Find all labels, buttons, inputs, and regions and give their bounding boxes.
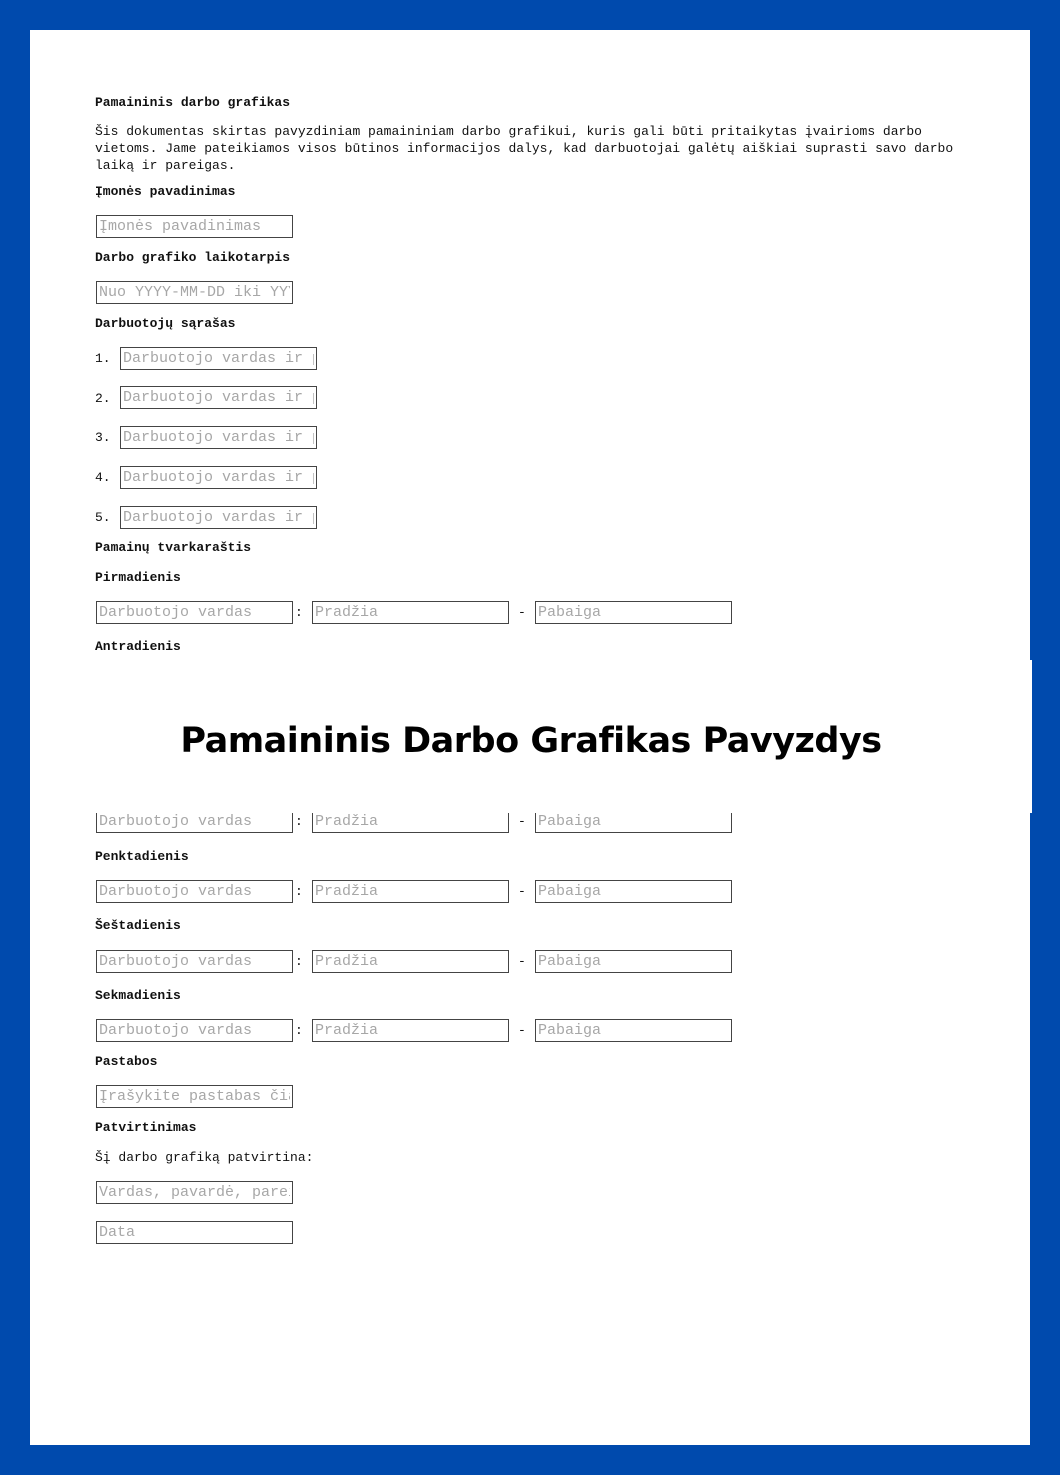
shift-employee-input[interactable] <box>96 1019 293 1042</box>
intro-paragraph: Šis dokumentas skirtas pavyzdiniam pamaininiam darbo grafikui, kuris gali būti pritaikytas įvairioms darbo vietoms. Jame pateikiamos visos būtinos informacijos dalys, kad darbuotojai galėtų aiškiai suprasti savo darbo laiką ir pareigas. <box>95 124 954 173</box>
shift-end-input[interactable] <box>535 950 732 973</box>
employee-number: 3. <box>95 430 111 445</box>
dash-separator: - <box>518 954 526 969</box>
day-label-tuesday: Antradienis <box>95 639 181 654</box>
banner-title: Pamaininis Darbo Grafikas Pavyzdys <box>180 721 882 761</box>
shift-start-input[interactable] <box>312 950 509 973</box>
employee-name-input[interactable] <box>120 426 317 449</box>
shift-end-input[interactable] <box>535 880 732 903</box>
approval-date-input[interactable] <box>96 1221 293 1244</box>
employees-label: Darbuotojų sąrašas <box>95 316 236 331</box>
approval-label: Patvirtinimas <box>95 1120 197 1135</box>
day-label-friday: Penktadienis <box>95 849 189 864</box>
employee-number: 1. <box>95 351 111 366</box>
dash-separator: - <box>518 814 526 829</box>
company-name-input[interactable] <box>96 215 293 238</box>
employee-name-input[interactable] <box>120 506 317 529</box>
shift-start-input[interactable] <box>312 601 509 624</box>
day-label-saturday: Šeštadienis <box>95 918 181 933</box>
schedule-label: Pamainų tvarkaraštis <box>95 540 252 555</box>
colon-separator: : <box>295 954 303 969</box>
document-title: Pamaininis darbo grafikas <box>95 95 291 110</box>
document-page <box>30 30 1030 1445</box>
day-label-monday: Pirmadienis <box>95 570 181 585</box>
shift-employee-input[interactable] <box>96 601 293 624</box>
shift-end-input[interactable] <box>535 601 732 624</box>
dash-separator: - <box>518 884 526 899</box>
shift-end-input[interactable] <box>535 1019 732 1042</box>
employee-number: 4. <box>95 470 111 485</box>
shift-start-input[interactable] <box>312 810 509 833</box>
approval-text: Šį darbo grafiką patvirtina: <box>95 1150 314 1165</box>
shift-start-input[interactable] <box>312 1019 509 1042</box>
shift-end-input[interactable] <box>535 810 732 833</box>
period-input[interactable] <box>96 281 293 304</box>
notes-input[interactable] <box>96 1085 293 1108</box>
employee-number: 5. <box>95 510 111 525</box>
colon-separator: : <box>295 884 303 899</box>
shift-start-input[interactable] <box>312 880 509 903</box>
shift-employee-input[interactable] <box>96 880 293 903</box>
company-label: Įmonės pavadinimas <box>95 184 236 199</box>
notes-label: Pastabos <box>95 1054 158 1069</box>
colon-separator: : <box>295 1023 303 1038</box>
employee-name-input[interactable] <box>120 386 317 409</box>
colon-separator: : <box>295 814 303 829</box>
employee-name-input[interactable] <box>120 466 317 489</box>
period-label: Darbo grafiko laikotarpis <box>95 250 291 265</box>
day-label-sunday: Sekmadienis <box>95 988 181 1003</box>
approver-input[interactable] <box>96 1181 293 1204</box>
dash-separator: - <box>518 605 526 620</box>
employee-number: 2. <box>95 391 111 406</box>
employee-name-input[interactable] <box>120 347 317 370</box>
dash-separator: - <box>518 1023 526 1038</box>
colon-separator: : <box>295 605 303 620</box>
shift-employee-input[interactable] <box>96 950 293 973</box>
title-banner <box>30 660 1032 813</box>
shift-employee-input[interactable] <box>96 810 293 833</box>
